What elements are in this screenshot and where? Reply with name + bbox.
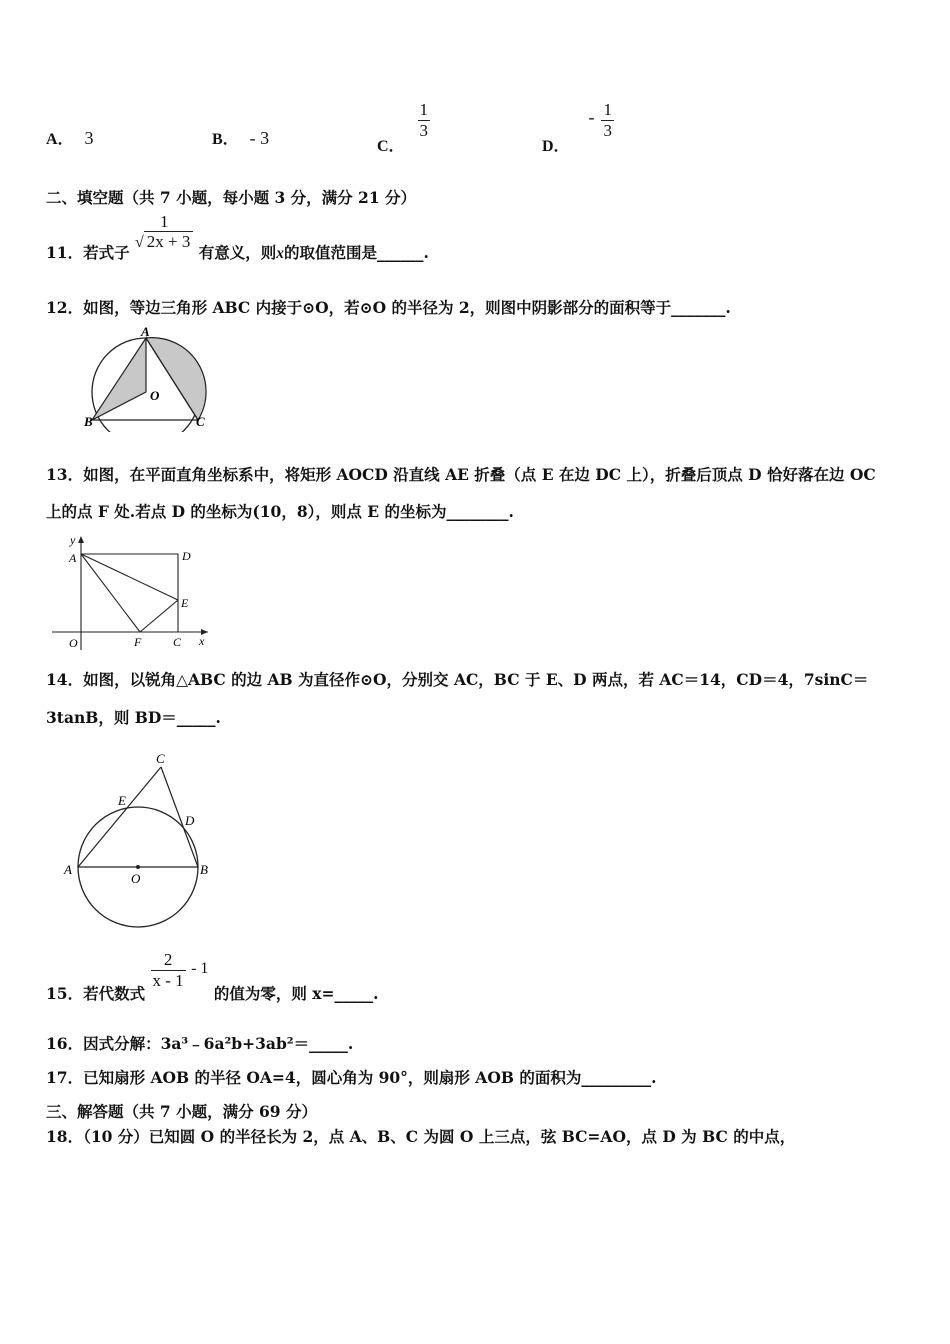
q15-numerator: 2 [163, 950, 173, 969]
q13-label-f: F [134, 635, 142, 649]
q12-label-o: O [150, 388, 160, 403]
option-c [377, 100, 430, 155]
question-17: 17．已知扇形 AOB 的半径 OA=4，圆心角为 90°，则扇形 AOB 的面积为_________. [46, 1068, 657, 1087]
q11-post2: 的取值范围是______. [284, 243, 429, 262]
option-d-denominator: 3 [603, 121, 612, 140]
q11-denominator: √ 2x + 3 [135, 232, 193, 252]
option-d-fraction [601, 100, 614, 141]
q14-label-o: O [131, 871, 141, 886]
option-d-sign: - [588, 106, 595, 127]
q13-label-c: C [173, 635, 182, 649]
option-d [542, 100, 614, 155]
question-14-line-2: 3tanB，则 BD＝_____. [46, 708, 221, 727]
q15-fraction [151, 950, 186, 991]
option-a [46, 126, 94, 149]
question-13-line-2: 上的点 F 处.若点 D 的坐标为(10，8），则点 E 的坐标为________. [46, 502, 514, 521]
q11-post: 有意义，则 [198, 243, 277, 262]
option-a-letter: A． [46, 131, 74, 148]
q15-pre: 若代数式 [83, 983, 146, 1003]
section-3-title: 三、解答题（共 7 小题，满分 69 分） [46, 1102, 317, 1121]
q11-var: x [276, 245, 285, 262]
q12-label-c: C [196, 414, 205, 429]
q15-number: 15． [46, 983, 84, 1003]
q15-denominator: x - 1 [152, 971, 184, 990]
q13-label-a: A [69, 551, 77, 565]
q12-label-a: A [141, 324, 150, 339]
option-c-numerator: 1 [419, 100, 428, 119]
question-12: 12．如图，等边三角形 ABC 内接于⊙O，若⊙O 的半径为 2，则图中阴影部分的面积等于_______. [46, 298, 731, 317]
option-c-denominator: 3 [419, 121, 428, 140]
option-b [212, 126, 269, 149]
option-a-value: 3 [84, 128, 94, 148]
option-b-letter: B． [212, 131, 239, 148]
q11-number: 11． [46, 243, 84, 262]
q12-label-b: B [84, 414, 93, 429]
question-14-line-1: 14．如图，以锐角△ABC 的边 AB 为直径作⊙O，分别交 AC，BC 于 E、D 两点，若 AC＝14，CD＝4，7sinC＝ [46, 670, 869, 689]
question-16: 16．因式分解：3a³﹣6a²b+3ab²＝_____. [46, 1034, 354, 1053]
option-d-letter: D． [542, 137, 570, 155]
q11-numerator: 1 [159, 212, 169, 231]
option-d-numerator: 1 [603, 100, 612, 119]
q14-label-d: D [185, 813, 195, 828]
option-c-fraction [418, 100, 431, 141]
question-13-line-1: 13．如图，在平面直角坐标系中，将矩形 AOCD 沿直线 AE 折叠（点 E 在边 DC 上），折叠后顶点 D 恰好落在边 OC [46, 465, 876, 484]
q12-figure [80, 322, 210, 432]
question-18: 18．（10 分）已知圆 O 的半径长为 2，点 A、B、C 为圆 O 上三点，弦 BC=AO，点 D 为 BC 的中点， [46, 1127, 796, 1146]
q13-figure [50, 532, 215, 654]
q13-label-o: O [69, 636, 78, 650]
q14-label-b: B [200, 862, 208, 877]
q14-label-a: A [64, 862, 72, 877]
q13-label-d: D [182, 549, 191, 563]
option-b-value: - 3 [249, 128, 270, 148]
q14-label-c: C [156, 751, 165, 766]
question-11 [46, 212, 429, 262]
section-2-title: 二、填空题（共 7 小题，每小题 3 分，满分 21 分） [46, 188, 417, 207]
q13-label-y: y [70, 533, 76, 547]
q13-label-x: x [199, 634, 205, 648]
q11-fraction [135, 212, 193, 252]
question-15 [46, 950, 379, 1003]
q11-pre: 若式子 [83, 243, 130, 262]
q11-radicand: 2x + 3 [144, 231, 194, 251]
q15-minus-one: - 1 [191, 959, 209, 977]
option-c-letter: C． [377, 137, 405, 155]
q13-label-e: E [181, 596, 189, 610]
q15-post: 的值为零，则 x=_____. [213, 983, 379, 1003]
q14-figure [58, 748, 218, 933]
q14-label-e: E [118, 793, 126, 808]
